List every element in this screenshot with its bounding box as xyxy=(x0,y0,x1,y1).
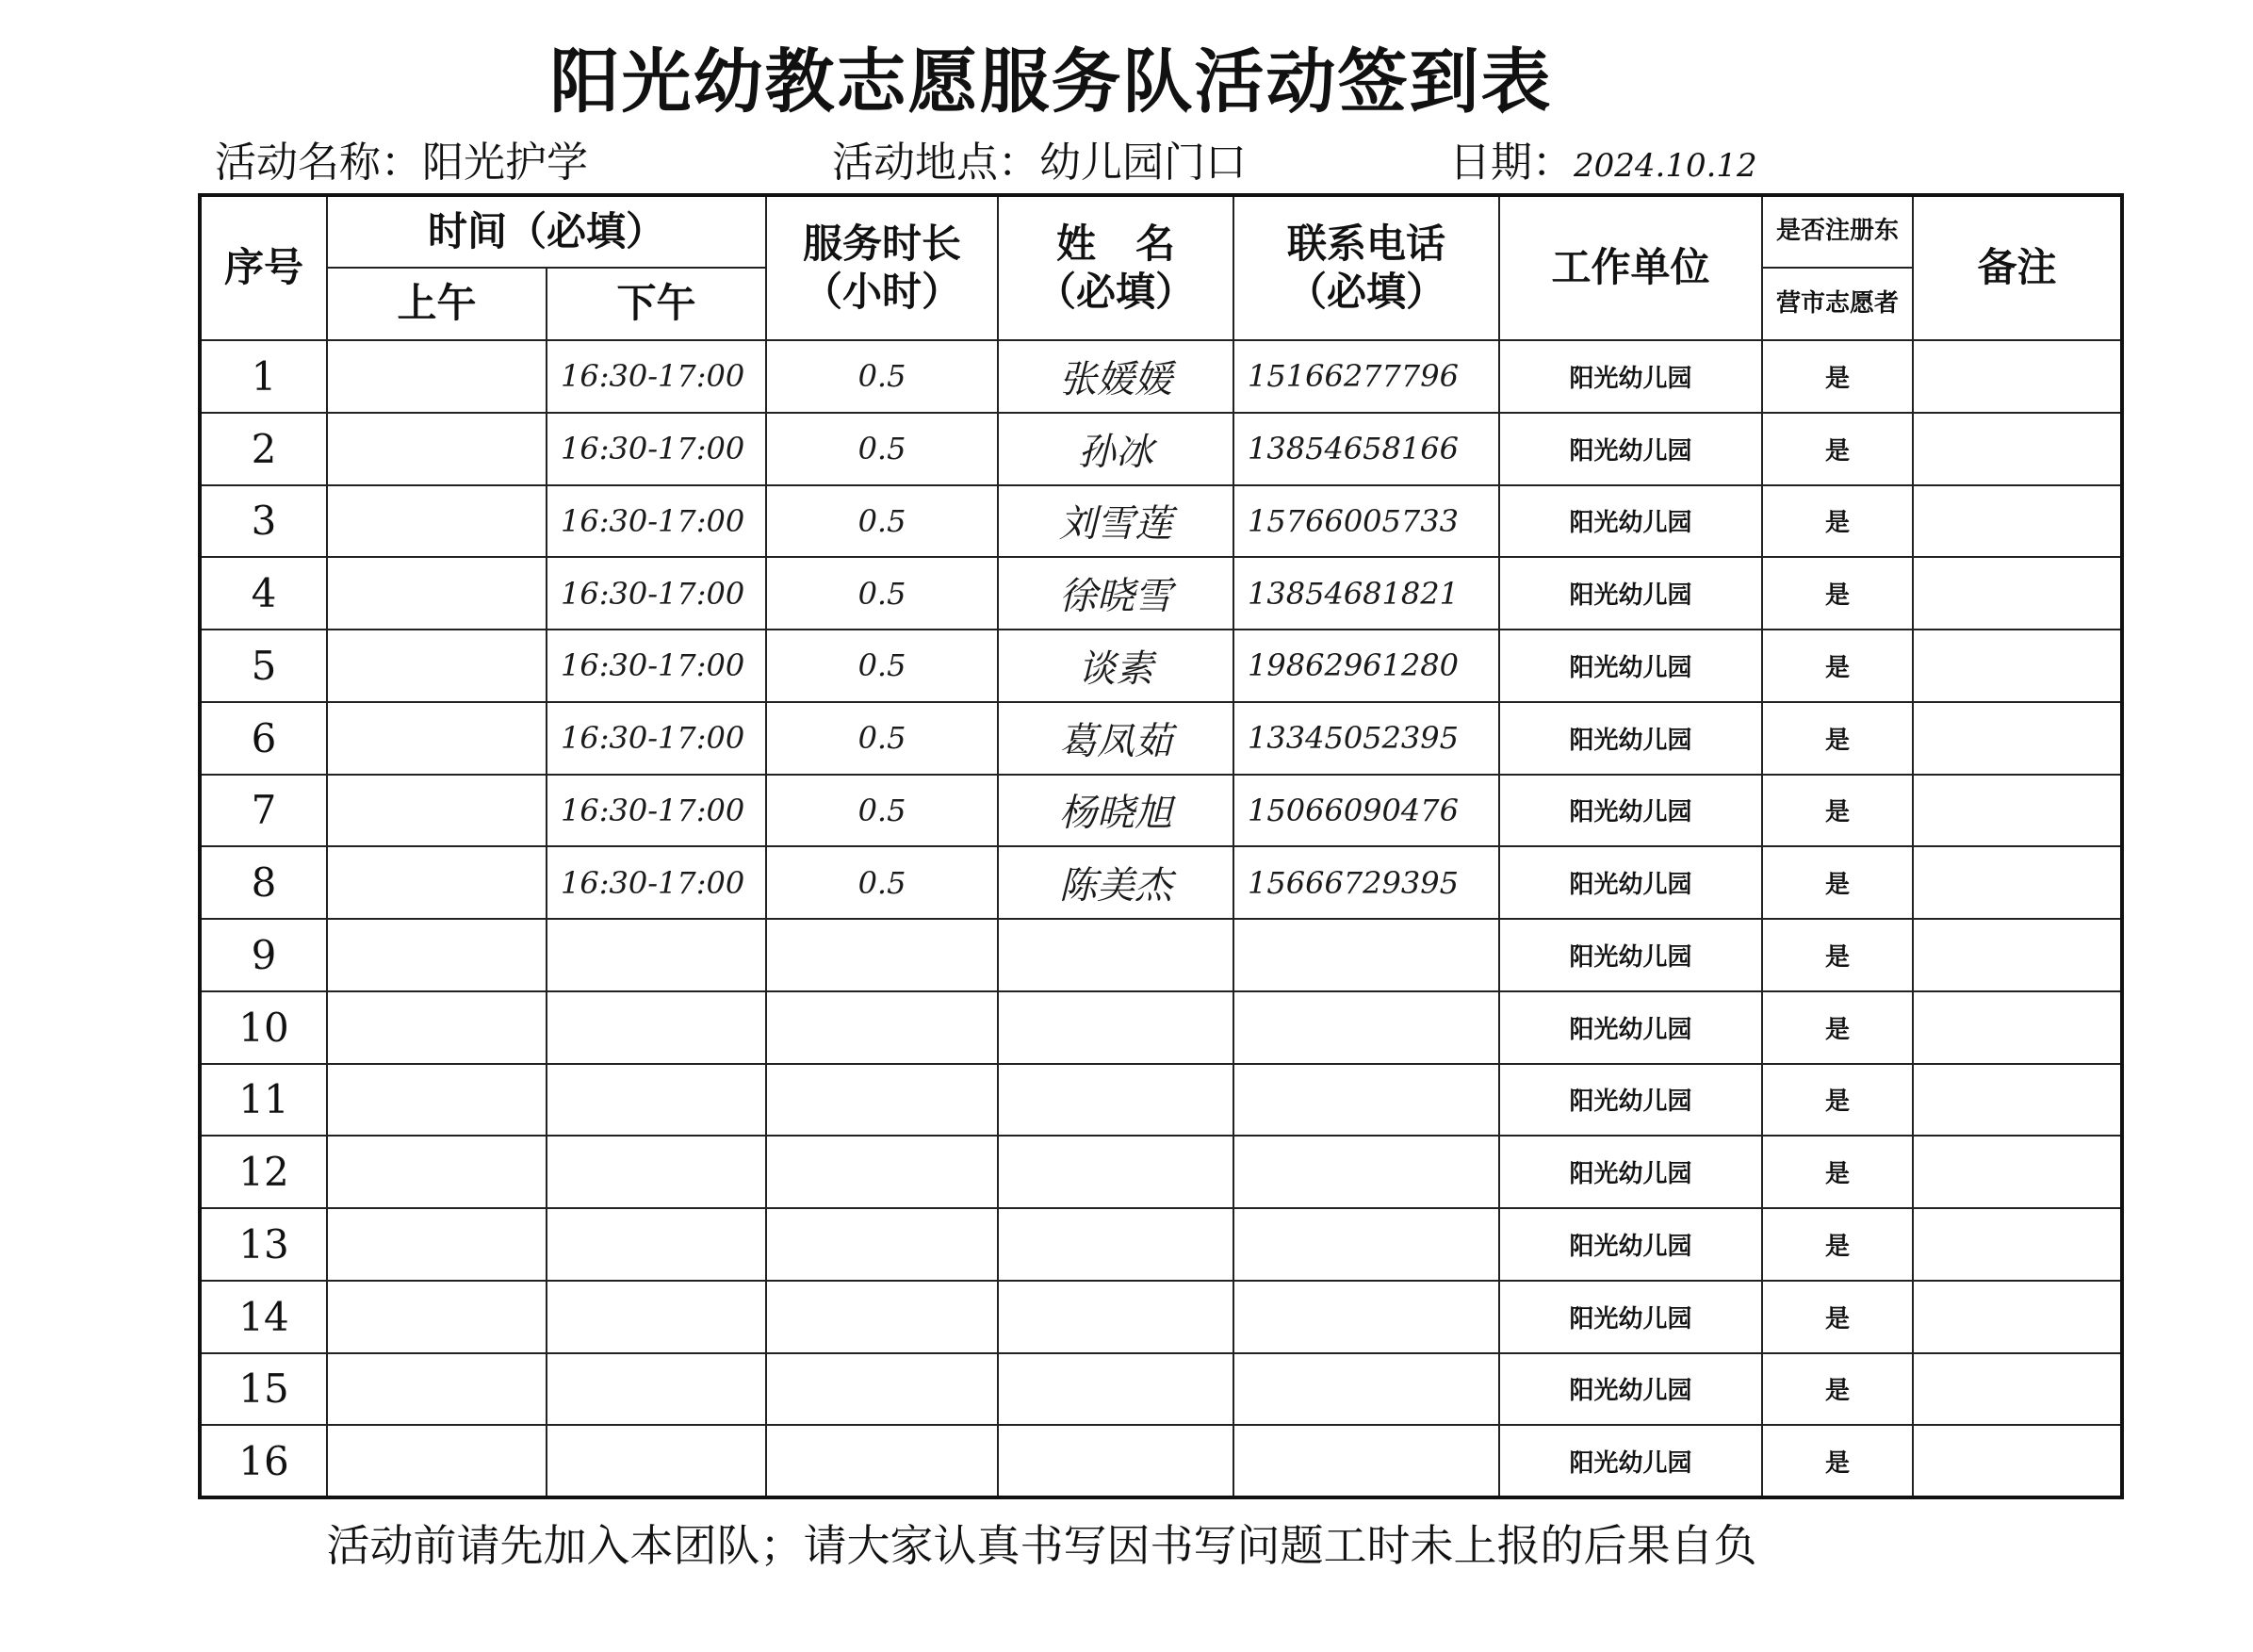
cell-seq: 9 xyxy=(200,919,327,991)
table-body xyxy=(200,340,2122,1497)
cell-am-time xyxy=(327,1425,547,1497)
cell-phone xyxy=(1233,1136,1499,1208)
cell-name: 徐晓雪 xyxy=(998,557,1233,630)
cell-hours: 0.5 xyxy=(766,413,998,485)
cell-registered: 是 xyxy=(1762,702,1913,775)
cell-name: 杨晓旭 xyxy=(998,775,1233,847)
cell-am-time xyxy=(327,557,547,630)
cell-name xyxy=(998,1425,1233,1497)
header-registered-line2: 营市志愿者 xyxy=(1762,268,1913,340)
cell-registered: 是 xyxy=(1762,1064,1913,1137)
cell-remark xyxy=(1913,1208,2122,1281)
cell-phone: 19862961280 xyxy=(1233,630,1499,702)
cell-phone xyxy=(1233,1425,1499,1497)
cell-name xyxy=(998,1136,1233,1208)
cell-remark xyxy=(1913,702,2122,775)
cell-hours xyxy=(766,1208,998,1281)
cell-pm-time: 16:30-17:00 xyxy=(547,557,766,630)
cell-phone xyxy=(1233,1064,1499,1137)
activity-meta xyxy=(215,128,2099,185)
table-row xyxy=(200,991,2122,1064)
cell-org: 阳光幼儿园 xyxy=(1499,846,1762,919)
cell-registered: 是 xyxy=(1762,485,1913,558)
cell-org: 阳光幼儿园 xyxy=(1499,630,1762,702)
cell-phone xyxy=(1233,1281,1499,1353)
cell-hours xyxy=(766,1064,998,1137)
cell-seq: 12 xyxy=(200,1136,327,1208)
cell-pm-time xyxy=(547,919,766,991)
cell-phone: 13345052395 xyxy=(1233,702,1499,775)
cell-pm-time: 16:30-17:00 xyxy=(547,630,766,702)
cell-pm-time: 16:30-17:00 xyxy=(547,485,766,558)
cell-seq: 8 xyxy=(200,846,327,919)
header-am: 上午 xyxy=(327,268,547,340)
cell-hours: 0.5 xyxy=(766,485,998,558)
cell-org: 阳光幼儿园 xyxy=(1499,1064,1762,1137)
header-org: 工作单位 xyxy=(1499,195,1762,340)
header-hours xyxy=(766,195,998,340)
cell-pm-time xyxy=(547,1064,766,1137)
cell-org: 阳光幼儿园 xyxy=(1499,775,1762,847)
cell-registered: 是 xyxy=(1762,340,1913,413)
cell-pm-time xyxy=(547,1425,766,1497)
cell-hours xyxy=(766,1281,998,1353)
cell-hours xyxy=(766,991,998,1064)
cell-seq: 13 xyxy=(200,1208,327,1281)
cell-org: 阳光幼儿园 xyxy=(1499,1136,1762,1208)
cell-seq: 1 xyxy=(200,340,327,413)
cell-remark xyxy=(1913,1064,2122,1137)
cell-name: 孙冰 xyxy=(998,413,1233,485)
cell-remark xyxy=(1913,630,2122,702)
footer-note: 活动前请先加入本团队；请大家认真书写因书写问题工时未上报的后果自负 xyxy=(326,1520,1757,1571)
cell-name xyxy=(998,1353,1233,1426)
cell-phone: 13854681821 xyxy=(1233,557,1499,630)
cell-phone xyxy=(1233,1353,1499,1426)
cell-am-time xyxy=(327,1064,547,1137)
cell-org: 阳光幼儿园 xyxy=(1499,557,1762,630)
cell-org: 阳光幼儿园 xyxy=(1499,1425,1762,1497)
table-row xyxy=(200,1064,2122,1137)
table-row xyxy=(200,919,2122,991)
cell-seq: 5 xyxy=(200,630,327,702)
table-header xyxy=(200,195,2122,340)
cell-phone xyxy=(1233,1208,1499,1281)
cell-seq: 6 xyxy=(200,702,327,775)
cell-org: 阳光幼儿园 xyxy=(1499,1353,1762,1426)
cell-name xyxy=(998,991,1233,1064)
cell-am-time xyxy=(327,1281,547,1353)
table-row xyxy=(200,557,2122,630)
cell-remark xyxy=(1913,919,2122,991)
table-row xyxy=(200,485,2122,558)
cell-org: 阳光幼儿园 xyxy=(1499,340,1762,413)
cell-hours: 0.5 xyxy=(766,846,998,919)
cell-phone: 15166277796 xyxy=(1233,340,1499,413)
cell-name xyxy=(998,1064,1233,1137)
cell-remark xyxy=(1913,485,2122,558)
location-label: 活动地点： xyxy=(832,139,1039,187)
header-phone-text: 联系电话（必填） xyxy=(1287,221,1446,315)
location-value: 幼儿园门口 xyxy=(1039,139,1247,187)
cell-name xyxy=(998,1281,1233,1353)
cell-remark xyxy=(1913,1281,2122,1353)
activity-name-field xyxy=(215,128,588,188)
cell-hours xyxy=(766,1353,998,1426)
cell-name: 谈素 xyxy=(998,630,1233,702)
cell-am-time xyxy=(327,702,547,775)
cell-registered: 是 xyxy=(1762,413,1913,485)
cell-hours xyxy=(766,1425,998,1497)
table-row xyxy=(200,702,2122,775)
cell-remark xyxy=(1913,1136,2122,1208)
cell-name xyxy=(998,1208,1233,1281)
cell-seq: 11 xyxy=(200,1064,327,1137)
cell-hours: 0.5 xyxy=(766,630,998,702)
cell-hours: 0.5 xyxy=(766,702,998,775)
table-row xyxy=(200,1281,2122,1353)
cell-hours xyxy=(766,1136,998,1208)
cell-name: 葛凤茹 xyxy=(998,702,1233,775)
cell-phone: 15666729395 xyxy=(1233,846,1499,919)
cell-remark xyxy=(1913,1353,2122,1426)
cell-name xyxy=(998,919,1233,991)
header-hours-text: 服务时长（小时） xyxy=(803,221,962,315)
cell-seq: 3 xyxy=(200,485,327,558)
cell-remark xyxy=(1913,846,2122,919)
cell-hours: 0.5 xyxy=(766,775,998,847)
header-phone xyxy=(1233,195,1499,340)
cell-phone xyxy=(1233,919,1499,991)
cell-pm-time xyxy=(547,1208,766,1281)
cell-am-time xyxy=(327,919,547,991)
cell-registered: 是 xyxy=(1762,630,1913,702)
header-remark: 备注 xyxy=(1913,195,2122,340)
cell-pm-time: 16:30-17:00 xyxy=(547,413,766,485)
cell-org: 阳光幼儿园 xyxy=(1499,485,1762,558)
cell-org: 阳光幼儿园 xyxy=(1499,1281,1762,1353)
cell-am-time xyxy=(327,485,547,558)
cell-pm-time xyxy=(547,1281,766,1353)
sign-in-table xyxy=(198,193,2124,1499)
header-name xyxy=(998,195,1233,340)
cell-registered: 是 xyxy=(1762,557,1913,630)
cell-name: 张媛媛 xyxy=(998,340,1233,413)
cell-pm-time: 16:30-17:00 xyxy=(547,702,766,775)
cell-am-time xyxy=(327,991,547,1064)
cell-registered: 是 xyxy=(1762,846,1913,919)
table-row xyxy=(200,340,2122,413)
cell-am-time xyxy=(327,846,547,919)
cell-seq: 4 xyxy=(200,557,327,630)
date-value: 2024.10.12 xyxy=(1574,147,1757,185)
cell-remark xyxy=(1913,775,2122,847)
cell-am-time xyxy=(327,630,547,702)
cell-remark xyxy=(1913,1425,2122,1497)
cell-registered: 是 xyxy=(1762,991,1913,1064)
cell-pm-time xyxy=(547,1136,766,1208)
cell-am-time xyxy=(327,775,547,847)
table-row xyxy=(200,846,2122,919)
header-time: 时间（必填） xyxy=(327,195,766,268)
cell-registered: 是 xyxy=(1762,1425,1913,1497)
activity-name-label: 活动名称： xyxy=(215,139,422,187)
cell-phone: 15766005733 xyxy=(1233,485,1499,558)
cell-am-time xyxy=(327,1136,547,1208)
table-row xyxy=(200,775,2122,847)
cell-org: 阳光幼儿园 xyxy=(1499,919,1762,991)
cell-am-time xyxy=(327,340,547,413)
cell-org: 阳光幼儿园 xyxy=(1499,413,1762,485)
table-row xyxy=(200,1425,2122,1497)
cell-seq: 10 xyxy=(200,991,327,1064)
table-row xyxy=(200,1208,2122,1281)
cell-name: 陈美杰 xyxy=(998,846,1233,919)
date-label: 日期： xyxy=(1449,139,1574,187)
cell-phone: 15066090476 xyxy=(1233,775,1499,847)
table-row xyxy=(200,1136,2122,1208)
cell-seq: 14 xyxy=(200,1281,327,1353)
cell-am-time xyxy=(327,1353,547,1426)
cell-registered: 是 xyxy=(1762,775,1913,847)
cell-org: 阳光幼儿园 xyxy=(1499,1208,1762,1281)
table-row xyxy=(200,630,2122,702)
sheet-title: 阳光幼教志愿服务队活动签到表 xyxy=(549,41,1553,123)
activity-name-value: 阳光护学 xyxy=(422,139,588,187)
date-field xyxy=(1449,128,1757,188)
cell-phone xyxy=(1233,991,1499,1064)
cell-pm-time xyxy=(547,991,766,1064)
cell-am-time xyxy=(327,1208,547,1281)
cell-seq: 16 xyxy=(200,1425,327,1497)
cell-org: 阳光幼儿园 xyxy=(1499,991,1762,1064)
header-pm: 下午 xyxy=(547,268,766,340)
cell-registered: 是 xyxy=(1762,1353,1913,1426)
cell-remark xyxy=(1913,557,2122,630)
header-registered-line1: 是否注册东 xyxy=(1762,195,1913,268)
cell-org: 阳光幼儿园 xyxy=(1499,702,1762,775)
cell-seq: 15 xyxy=(200,1353,327,1426)
cell-am-time xyxy=(327,413,547,485)
cell-hours xyxy=(766,919,998,991)
cell-remark xyxy=(1913,413,2122,485)
cell-remark xyxy=(1913,340,2122,413)
cell-phone: 13854658166 xyxy=(1233,413,1499,485)
header-name-text: 姓 名（必填） xyxy=(1037,221,1196,315)
cell-name: 刘雪莲 xyxy=(998,485,1233,558)
cell-registered: 是 xyxy=(1762,1208,1913,1281)
header-seq: 序号 xyxy=(200,195,327,340)
table-row xyxy=(200,1353,2122,1426)
cell-pm-time: 16:30-17:00 xyxy=(547,775,766,847)
cell-hours: 0.5 xyxy=(766,340,998,413)
cell-seq: 2 xyxy=(200,413,327,485)
cell-registered: 是 xyxy=(1762,919,1913,991)
cell-pm-time: 16:30-17:00 xyxy=(547,340,766,413)
cell-pm-time: 16:30-17:00 xyxy=(547,846,766,919)
cell-remark xyxy=(1913,991,2122,1064)
cell-hours: 0.5 xyxy=(766,557,998,630)
cell-registered: 是 xyxy=(1762,1136,1913,1208)
location-field xyxy=(832,128,1247,188)
cell-pm-time xyxy=(547,1353,766,1426)
cell-seq: 7 xyxy=(200,775,327,847)
cell-registered: 是 xyxy=(1762,1281,1913,1353)
table-row xyxy=(200,413,2122,485)
